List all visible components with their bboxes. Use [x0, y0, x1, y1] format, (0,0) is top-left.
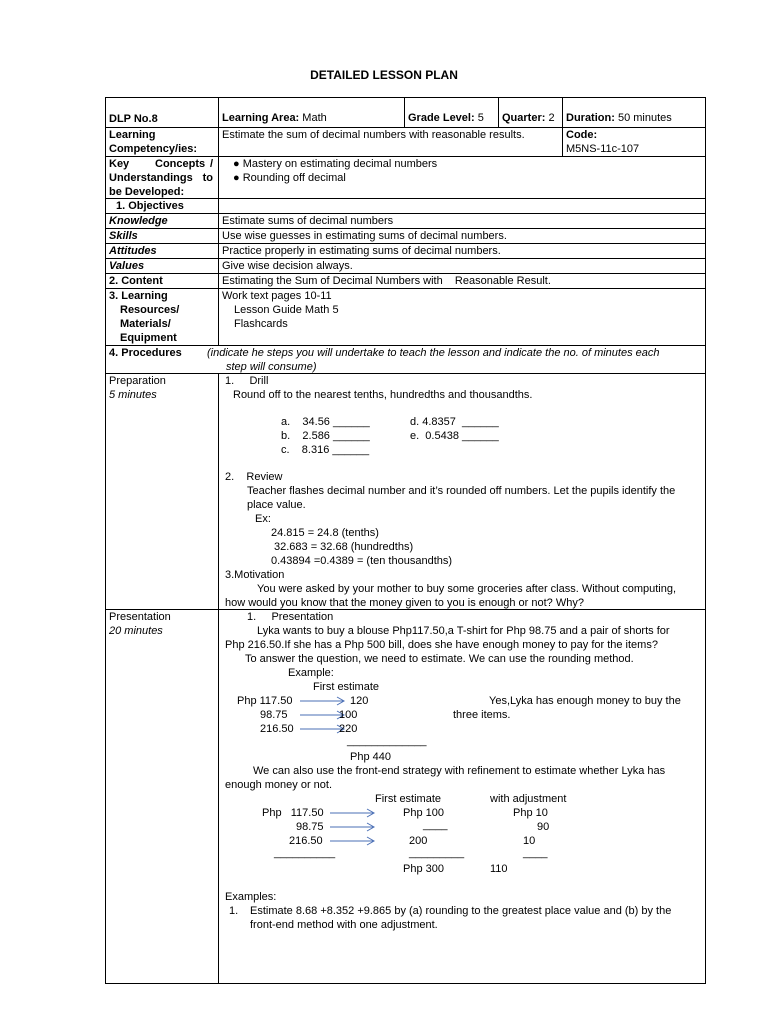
example-1-line-1: Estimate 8.68 +8.352 +9.865 by (a) rounding to the greatest place value and (b) by the: [250, 905, 672, 917]
example-1-line-2: front-end method with one adjustment.: [250, 919, 438, 931]
attitudes-label: Attitudes: [106, 244, 219, 259]
problem-text-1: Lyka wants to buy a blouse Php117.50,a T-shirt for Php 98.75 and a pair of shorts for: [257, 625, 670, 637]
quarter-label: Quarter:: [502, 112, 546, 124]
fe-row-4-right: ____: [523, 847, 548, 859]
key-concepts-label-4: Understandings: [109, 172, 193, 184]
review-ex-label: Ex:: [255, 513, 271, 525]
preparation-label: Preparation: [109, 375, 166, 387]
attitudes-text: Practice properly in estimating sums of decimal numbers.: [219, 244, 706, 259]
learning-area-cell: [219, 98, 405, 128]
drill-item-d: d. 4.8357 ______: [410, 416, 499, 428]
fe-row-4-left: __________: [274, 847, 336, 859]
problem-text-2: Php 216.50.If she has a Php 500 bill, does she have enough money to pay for the items?: [225, 639, 658, 651]
drill-heading: 1. Drill: [225, 375, 269, 387]
competency-label-line-1: Learning: [109, 129, 156, 141]
procedures-cell: [106, 346, 706, 374]
key-concepts-label-1: Key: [109, 158, 130, 170]
content-label: 2. Content: [106, 274, 219, 289]
learning-area-label: Learning Area:: [222, 112, 300, 124]
arrow-right-icon: [329, 822, 377, 832]
key-concepts-label-5: to: [202, 172, 213, 184]
key-concept-item-1: Mastery on estimating decimal numbers: [242, 158, 438, 170]
values-label: Values: [106, 259, 219, 274]
yes-text-1: Yes,Lyka has enough money to buy the: [489, 695, 681, 707]
learning-area-value: Math: [302, 112, 327, 124]
drill-instruction: Round off to the nearest tenths, hundredths and thousandths.: [233, 389, 533, 401]
duration-cell: [563, 98, 706, 128]
example-label: Example:: [288, 667, 334, 679]
key-concepts-label-6: be Developed:: [109, 186, 185, 198]
first-estimate-label: First estimate: [313, 681, 380, 693]
competency-text: Estimate the sum of decimal numbers with reasonable results.: [222, 129, 525, 141]
fe-row-3-right: 10: [523, 835, 536, 847]
bullet-icon: ●: [233, 158, 240, 170]
arrow-right-icon: [329, 808, 377, 818]
fe-adjustment-label: with adjustment: [490, 793, 567, 805]
key-concepts-label-2: Concepts: [155, 158, 206, 170]
procedures-note-2: step will consume): [226, 361, 317, 373]
answer-line: To answer the question, we need to estimate. We can use the rounding method.: [245, 653, 634, 665]
drill-item-a: a. 34.56 ______: [281, 416, 370, 428]
code-value: M5NS-11c-107: [566, 143, 640, 155]
grade-level-value: 5: [477, 112, 484, 124]
dlp-number-cell: [106, 98, 219, 128]
total-value: Php 440: [350, 751, 391, 763]
preparation-minutes: 5 minutes: [109, 389, 157, 401]
knowledge-text: Estimate sums of decimal numbers: [219, 214, 706, 229]
rounding-row-3-left: 216.50: [260, 723, 294, 735]
arrow-right-icon: [299, 696, 347, 706]
page-title: DETAILED LESSON PLAN: [310, 68, 458, 82]
resources-label-2: Resources/: [120, 304, 180, 316]
review-example-3: 0.43894 =0.4389 = (ten thousandths): [271, 555, 453, 567]
presentation-minutes: 20 minutes: [109, 625, 163, 637]
objectives-blank-cell: [219, 199, 706, 214]
review-text-2: place value.: [247, 499, 306, 511]
review-example-1: 24.815 = 24.8 (tenths): [271, 527, 379, 539]
preparation-cell: [219, 374, 706, 610]
drill-item-c: c. 8.316 ______: [281, 444, 370, 456]
frontend-text-1: We can also use the front-end strategy with refinement to estimate whether Lyka has: [253, 765, 666, 777]
content-text: Estimating the Sum of Decimal Numbers with Reasonable Result.: [219, 274, 706, 289]
presentation-heading: 1. Presentation: [247, 611, 334, 623]
procedures-note-1: (indicate he steps you will undertake to teach the lesson and indicate the no. of minutes each: [207, 347, 660, 359]
competency-text-cell: [219, 128, 563, 157]
resources-line-3: Flashcards: [234, 318, 288, 330]
key-concept-item-2: Rounding off decimal: [242, 172, 346, 184]
skills-label: Skills: [106, 229, 219, 244]
motivation-heading: 3.Motivation: [225, 569, 285, 581]
quarter-cell: [499, 98, 563, 128]
objectives-heading: 1. Objectives: [106, 199, 219, 214]
fe-row-5-right: 110: [490, 863, 508, 875]
review-heading: 2. Review: [225, 471, 283, 483]
resources-label-3: Materials/: [120, 318, 171, 330]
bullet-icon: ●: [233, 172, 240, 184]
resources-line-2: Lesson Guide Math 5: [234, 304, 339, 316]
dlp-number: DLP No.8: [109, 113, 158, 125]
fe-row-1-left: Php 117.50: [262, 807, 324, 819]
yes-text-2: three items.: [453, 709, 511, 721]
duration-value: 50 minutes: [617, 112, 672, 124]
examples-label: Examples:: [225, 891, 277, 903]
drill-item-e: e. 0.5438 ______: [410, 430, 499, 442]
key-concepts-cell: [219, 157, 706, 199]
rounding-row-2-right: 100: [339, 709, 358, 721]
key-concepts-label-cell: [106, 157, 219, 199]
skills-text: Use wise guesses in estimating sums of decimal numbers.: [219, 229, 706, 244]
values-text: Give wise decision always.: [219, 259, 706, 274]
fe-row-5-mid: Php 300: [403, 863, 444, 875]
resources-line-1: Work text pages 10-11: [222, 290, 332, 302]
rounding-row-1-left: Php 117.50: [237, 695, 293, 707]
duration-label: Duration:: [566, 112, 615, 124]
fe-row-2-left: 98.75: [296, 821, 324, 833]
fe-row-3-left: 216.50: [289, 835, 323, 847]
fe-row-2-mid: ____: [423, 819, 448, 831]
fe-row-3-mid: 200: [409, 835, 428, 847]
rounding-row-1-right: 120: [350, 695, 369, 707]
quarter-value: 2: [548, 112, 555, 124]
presentation-label-cell: [106, 610, 219, 984]
key-concepts-label-3: /: [209, 158, 213, 170]
example-1-number: 1.: [229, 905, 239, 917]
preparation-label-cell: [106, 374, 219, 610]
total-line: _____________: [347, 735, 427, 747]
arrow-right-icon: [329, 836, 377, 846]
grade-level-label: Grade Level:: [408, 112, 475, 124]
code-cell: [563, 128, 706, 157]
review-example-2: 32.683 = 32.68 (hundredths): [274, 541, 414, 553]
resources-cell: [219, 289, 706, 346]
lesson-plan-table: [105, 97, 706, 984]
fe-row-4-mid: _________: [409, 847, 465, 859]
presentation-label: Presentation: [109, 611, 171, 623]
resources-label-1: 3. Learning: [109, 290, 168, 302]
presentation-cell: [219, 610, 706, 984]
rounding-row-2-left: 98.75: [260, 709, 288, 721]
fe-row-1-right: Php 10: [513, 807, 548, 819]
code-label: Code:: [566, 129, 598, 141]
knowledge-label: Knowledge: [106, 214, 219, 229]
fe-first-estimate-label: First estimate: [375, 793, 442, 805]
review-text-1: Teacher flashes decimal number and it’s rounded off numbers. Let the pupils identify the: [247, 485, 676, 497]
rounding-row-3-right: 220: [339, 723, 358, 735]
motivation-text-2: how would you know that the money given to you is enough or not? Why?: [225, 597, 584, 609]
competency-label-line-2: Competency/ies:: [109, 143, 198, 155]
frontend-text-2: enough money or not.: [225, 779, 333, 791]
grade-level-cell: [405, 98, 499, 128]
resources-label-cell: [106, 289, 219, 346]
fe-row-1-mid: Php 100: [403, 807, 444, 819]
resources-label-4: Equipment: [120, 332, 177, 344]
motivation-text-1: You were asked by your mother to buy some groceries after class. Without computing,: [257, 583, 677, 595]
procedures-label: 4. Procedures: [109, 347, 182, 359]
fe-row-2-right: 90: [537, 821, 550, 833]
drill-item-b: b. 2.586 ______: [281, 430, 370, 442]
competency-label-cell: [106, 128, 219, 157]
